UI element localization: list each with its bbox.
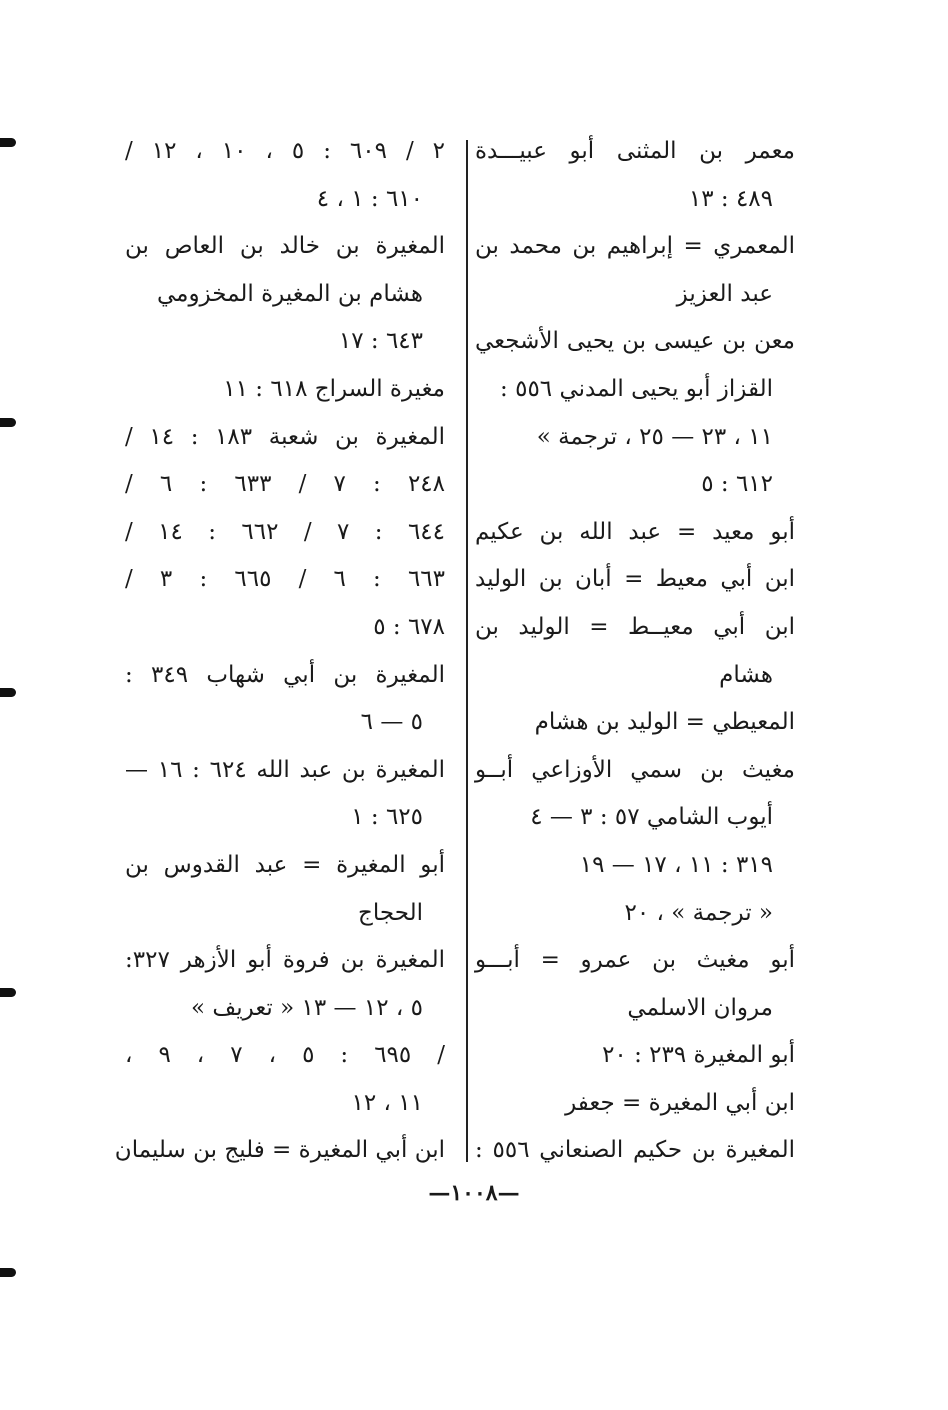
right-column	[475, 128, 795, 1175]
index-line: مغيرة السراج ٦١٨ : ١١	[223, 375, 445, 402]
binding-mark	[0, 988, 16, 997]
index-line: المغيرة بن فروة أبو الأزهر ٣٢٧:	[125, 947, 445, 974]
index-line: المعمري = إبراهيم بن محمد بن	[475, 233, 795, 260]
index-line: ٦١٢ : ٥	[701, 471, 773, 498]
binding-mark	[0, 1268, 16, 1277]
index-line: معن بن عيسى بن يحيى الأشجعي	[475, 328, 795, 355]
index-line: ٣١٩ : ١١ ، ١٧ — ١٩	[579, 851, 773, 878]
index-line: المغيرة بن حكيم الصنعاني ٥٥٦ :	[475, 1137, 795, 1164]
index-line: أبو المغيرة ٢٣٩ : ٢٠	[602, 1042, 795, 1069]
page-number: —١٠٠٨—	[428, 1180, 520, 1206]
index-line: المعيطي = الوليد بن هشام	[534, 709, 795, 736]
index-line: القزاز أبو يحيى المدني ٥٥٦ :	[500, 375, 773, 402]
index-line: معمر بن المثنى أبو عبيـــدة	[475, 138, 795, 164]
index-line: أبو معيد = عبد الله بن عكيم	[475, 518, 795, 545]
index-line: ٢٤٨ : ٧ / ٦٣٣ : ٦ /	[125, 471, 445, 498]
index-line: عبد العزيز	[676, 280, 773, 307]
index-line: ٦٤٣ : ١٧	[338, 328, 423, 355]
index-line: المغيرة بن عبد الله ٦٢٤ : ١٦ —	[125, 756, 446, 783]
index-line: ابن أبي المغيرة = فليج بن سليمان	[114, 1137, 445, 1164]
index-line: ٦٦٣ : ٦ / ٦٦٥ : ٣ /	[125, 566, 445, 593]
index-line: ٢ / ٦٠٩ : ٥ ، ١٠ ، ١٢ /	[125, 138, 446, 164]
index-line: المغيرة بن أبي شهاب ٣٤٩ :	[125, 661, 445, 688]
index-line: المغيرة بن شعبة ١٨٣ : ١٤ /	[125, 423, 446, 450]
index-line: مغيث بن سمي الأوزاعي أبــو	[475, 756, 795, 783]
index-line: مروان الاسلمي	[627, 994, 773, 1021]
binding-mark	[0, 138, 16, 147]
index-line: ٦٧٨ : ٥	[373, 613, 445, 640]
index-line: ابن أبي المغيرة = جعفر	[565, 1089, 795, 1116]
index-line: الحجاج	[358, 899, 423, 926]
index-line: ٥ ، ١٢ — ١٣ « تعريف »	[191, 994, 423, 1021]
index-line: ١١ ، ٢٣ — ٢٥ ، ترجمة »	[536, 423, 773, 450]
index-line: ٦١٠ : ١ ، ٤	[316, 185, 423, 212]
index-line: أيوب الشامي ٥٧ : ٣ — ٤	[530, 804, 773, 831]
index-line: « ترجمة » ، ٢٠	[624, 899, 773, 926]
index-line: / ٦٩٥ : ٥ ، ٧ ، ٩ ،	[125, 1042, 446, 1069]
index-line: ٦٢٥ : ١	[351, 804, 423, 831]
index-line: ابن أبي معيــط = الوليد بن	[475, 613, 795, 640]
binding-mark	[0, 418, 16, 427]
index-line: ٦٤٤ : ٧ / ٦٦٢ : ١٤ /	[125, 518, 445, 545]
index-line: أبو المغيرة = عبد القدوس بن	[125, 851, 445, 878]
column-divider	[466, 140, 468, 1162]
index-line: هشام بن المغيرة المخزومي	[156, 280, 423, 307]
index-line: ابن أبي معيط = أبان بن الوليد	[475, 566, 795, 593]
index-line: ٤٨٩ : ١٣	[688, 185, 773, 212]
left-column	[114, 128, 446, 1175]
binding-mark	[0, 688, 16, 697]
index-line: ١١ ، ١٢	[351, 1089, 423, 1116]
index-line: هشام	[719, 661, 773, 688]
index-line: ٥ — ٦	[360, 709, 423, 736]
index-line: المغيرة بن خالد بن العاص بن	[125, 233, 445, 260]
index-line: أبو مغيث بن عمرو = أبـــو	[475, 947, 795, 974]
